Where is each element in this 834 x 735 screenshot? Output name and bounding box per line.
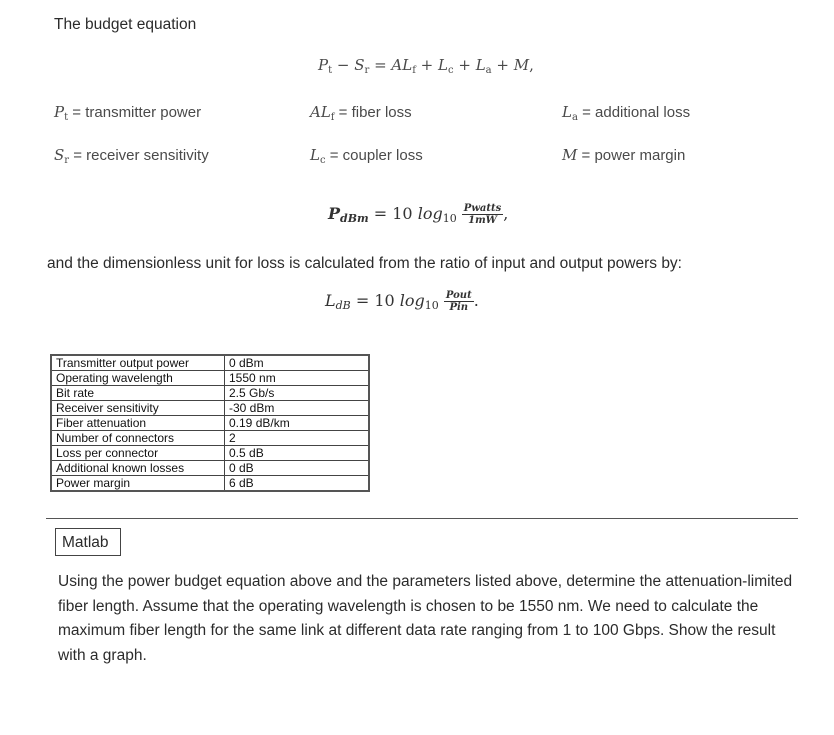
loss-intro-text: and the dimensionless unit for loss is calculated from the ratio of input and output powers by: <box>47 255 682 272</box>
definition-transmitter-power: $P_t$ = transmitter power <box>54 103 202 123</box>
param-name: Fiber attenuation <box>51 416 225 431</box>
table-row <box>51 386 369 401</box>
definition-additional-loss: $L_a$ = additional loss <box>562 103 691 123</box>
table-row <box>51 446 369 461</box>
db-formula: $L_{dB} = 10$ $\log_{10}$ $\frac{\text{Pout}}{\text{Pin}}$ . <box>325 290 479 313</box>
page-heading: The budget equation <box>54 16 197 33</box>
param-value: 0.19 dB/km <box>225 416 370 431</box>
section-divider <box>46 518 798 519</box>
param-name: Receiver sensitivity <box>51 401 225 416</box>
param-value: 6 dB <box>225 476 370 492</box>
table-row <box>51 476 369 492</box>
table-row <box>51 461 369 476</box>
matlab-label-box: Matlab <box>55 528 121 556</box>
parameters-table <box>50 354 370 492</box>
param-value: 2 <box>225 431 370 446</box>
definition-coupler-loss: $L_c$ = coupler loss <box>310 146 423 166</box>
param-name: Additional known losses <box>51 461 225 476</box>
table-row <box>51 416 369 431</box>
budget-equation: $P_t - S_r = AL_f + L_c + L_a + M$, <box>318 56 534 76</box>
param-name: Operating wavelength <box>51 371 225 386</box>
definition-fiber-loss: $AL_f$ = fiber loss <box>310 103 412 123</box>
table-row <box>51 371 369 386</box>
table-row <box>51 355 369 371</box>
dbm-fraction: $\frac{\text{Pwatts}}{1mW}$ <box>463 203 502 226</box>
param-value: 0 dB <box>225 461 370 476</box>
param-name: Power margin <box>51 476 225 492</box>
param-name: Loss per connector <box>51 446 225 461</box>
definition-receiver-sensitivity: $S_r$ = receiver sensitivity <box>54 146 209 166</box>
param-name: Bit rate <box>51 386 225 401</box>
param-name: Number of connectors <box>51 431 225 446</box>
question-paragraph: Using the power budget equation above and the parameters listed above, determine the attenuation-limited fiber length. Assume that the operating wavelength is chosen to be 1550 nm. We need to calculate the maximum fiber length for the same link at different data rate ranging from 1 to 100 Gbps. Show the result with a graph. <box>58 573 793 664</box>
param-value: 2.5 Gb/s <box>225 386 370 401</box>
param-value: 1550 nm <box>225 371 370 386</box>
dbm-formula: $P_{dBm} = 10$ $\log_{10}$ $\frac{\text{Pwatts}}{1mW}$ , <box>328 203 509 226</box>
table-row <box>51 401 369 416</box>
definition-power-margin: M = power margin <box>562 146 686 164</box>
param-value: 0 dBm <box>225 355 370 371</box>
db-fraction: $\frac{\text{Pout}}{\text{Pin}}$ <box>445 290 472 313</box>
table-row <box>51 431 369 446</box>
param-value: -30 dBm <box>225 401 370 416</box>
param-value: 0.5 dB <box>225 446 370 461</box>
param-name: Transmitter output power <box>51 355 225 371</box>
